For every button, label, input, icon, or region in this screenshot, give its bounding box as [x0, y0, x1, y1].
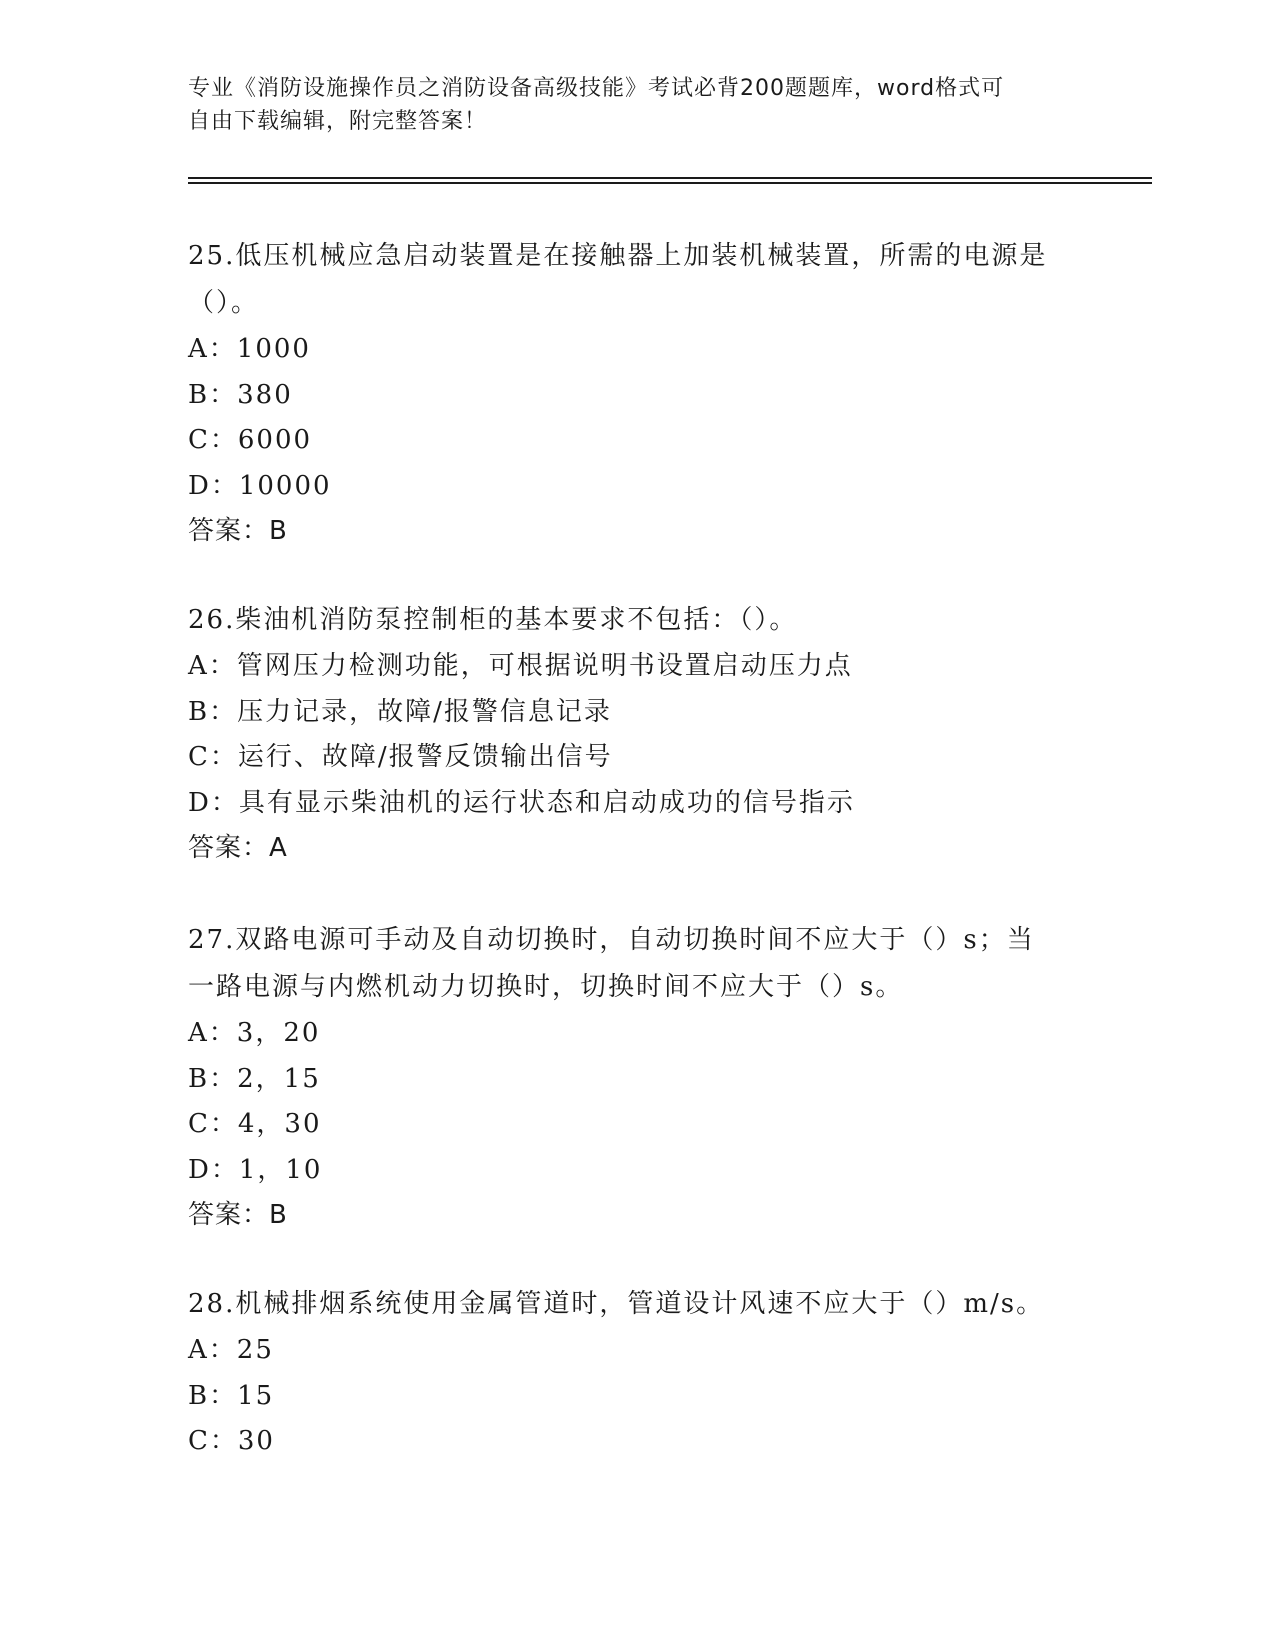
option-b: B：380 [188, 379, 293, 410]
option-d: D：具有显示柴油机的运行状态和启动成功的信号指示 [188, 787, 855, 818]
question-26 [188, 597, 1088, 872]
header-line-2: 自由下载编辑，附完整答案！ [188, 109, 488, 134]
question-stem-continued: （）。 [188, 288, 260, 318]
option-b: B：15 [188, 1380, 275, 1411]
header-line-1: 专业《消防设施操作员之消防设备高级技能》考试必背200题题库，word格式可 [188, 76, 1005, 101]
answer: 答案：B [188, 1200, 288, 1230]
option-b: B：压力记录，故障/报警信息记录 [188, 696, 612, 727]
question-25 [188, 233, 1088, 555]
option-c: C：6000 [188, 425, 313, 455]
option-d: D：1，10 [188, 1154, 323, 1185]
question-stem: 25.低压机械应急启动装置是在接触器上加装机械装置，所需的电源是 [188, 241, 1048, 271]
question-stem: 28.机械排烟系统使用金属管道时，管道设计风速不应大于（）m/s。 [188, 1289, 1045, 1319]
option-c: C：运行、故障/报警反馈输出信号 [188, 742, 613, 772]
option-a: A：管网压力检测功能，可根据说明书设置启动压力点 [188, 651, 853, 681]
question-stem-continued: 一路电源与内燃机动力切换时，切换时间不应大于（）s。 [188, 972, 904, 1002]
header-divider-bottom [188, 182, 1152, 184]
option-c: C：30 [188, 1426, 275, 1456]
question-stem: 27.双路电源可手动及自动切换时，自动切换时间不应大于（）s；当 [188, 925, 1035, 955]
option-d: D：10000 [188, 470, 332, 501]
option-a: A：1000 [188, 334, 311, 364]
option-a: A：25 [188, 1335, 274, 1365]
answer: 答案：B [188, 516, 288, 546]
question-stem: 26.柴油机消防泵控制柜的基本要求不包括：（）。 [188, 605, 798, 635]
answer: 答案：A [188, 833, 288, 863]
header-divider-top [188, 177, 1152, 179]
document-header [188, 72, 1088, 138]
option-a: A：3，20 [188, 1018, 321, 1048]
option-c: C：4，30 [188, 1109, 322, 1139]
question-27 [188, 917, 1088, 1239]
question-28 [188, 1281, 1088, 1465]
option-b: B：2，15 [188, 1063, 321, 1094]
